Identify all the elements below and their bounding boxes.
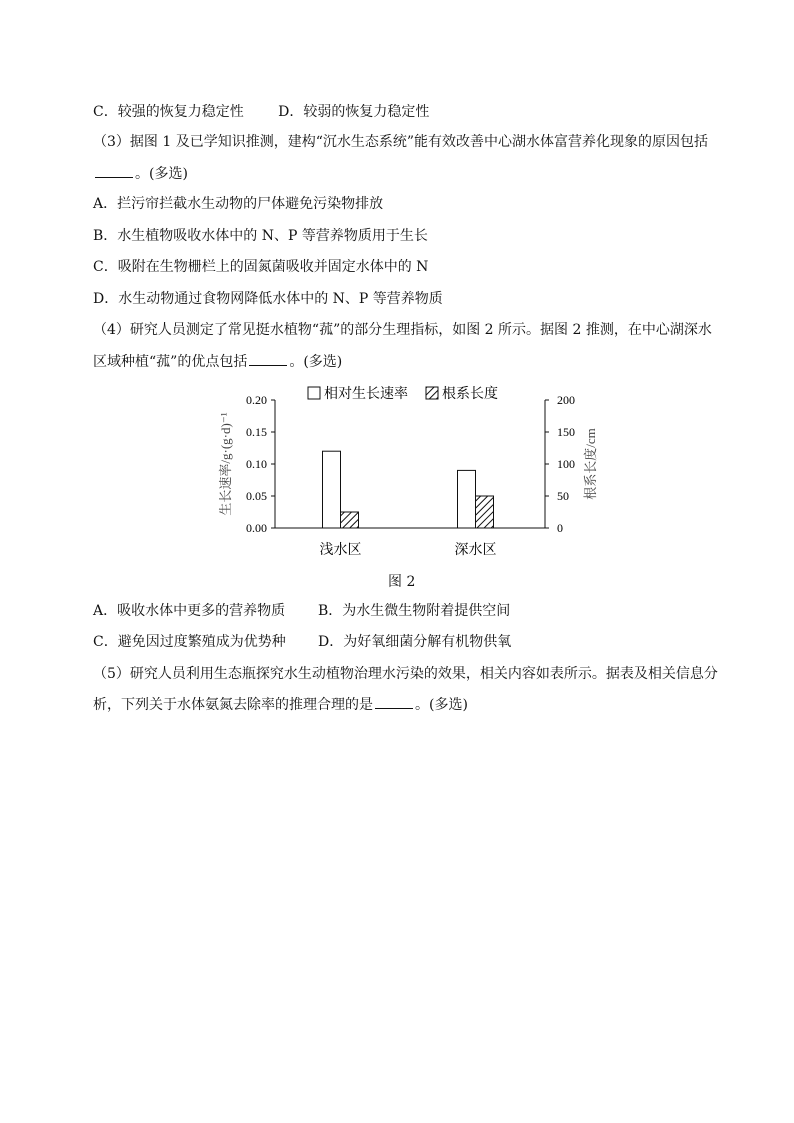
y2-tick-label: 200 <box>557 393 575 407</box>
q4-stem-prefix: 区域种植“菰”的优点包括 <box>93 354 248 370</box>
x-category-label: 深水区 <box>454 543 497 558</box>
q3-option-d: D．水生动物通过食物网降低水体中的 N、P 等营养物质 <box>93 291 443 307</box>
q4-stem-line-2 <box>93 351 342 372</box>
q4-option-c: C．避免因过度繁殖成为优势种 <box>93 634 286 650</box>
question-prev-options <box>93 102 429 122</box>
q3-stem-line-2 <box>93 163 188 184</box>
y-tick-label: 0.05 <box>246 489 267 503</box>
bar-chart <box>200 380 600 600</box>
figure-2-chart <box>200 380 600 600</box>
figure-caption: 图 2 <box>388 574 416 590</box>
q4-option-d: D．为好氧细菌分解有机物供氧 <box>318 634 512 650</box>
q4-stem-line-1: （4）研究人员测定了常见挺水植物“菰”的部分生理指标，如图 2 所示。据图 2 推测，在中心湖深水 <box>93 322 712 338</box>
x-category-label: 浅水区 <box>319 543 362 558</box>
y-tick-label: 0.15 <box>246 425 267 439</box>
q5-stem-line-2 <box>93 694 468 715</box>
q5-stem-prefix: 析，下列关于水体氨氮去除率的推理合理的是 <box>93 697 373 713</box>
bar-growth-rate <box>458 470 476 528</box>
q4-option-b: B．为水生微生物附着提供空间 <box>318 603 511 619</box>
legend-swatch <box>426 387 438 399</box>
y-axis-label: 生长速率/g·(g·d)⁻¹ <box>218 412 233 516</box>
q4-stem-suffix: 。(多选) <box>289 354 343 370</box>
y-tick-label: 0.00 <box>246 521 267 535</box>
q3-stem-suffix: 。(多选) <box>135 166 188 182</box>
option-c: C．较强的恢复力稳定性 <box>93 104 244 120</box>
q3-stem-line-1: （3）据图 1 及已学知识推测，建构“沉水生态系统”能有效改善中心湖水体富营养化现象的原因包括 <box>93 134 709 150</box>
q5-stem-suffix: 。(多选) <box>415 697 468 713</box>
y2-tick-label: 0 <box>557 521 563 535</box>
y2-tick-label: 100 <box>557 457 575 471</box>
bar-growth-rate <box>323 451 341 528</box>
q5-stem-line-1: （5）研究人员利用生态瓶探究水生动植物治理水污染的效果，相关内容如表所示。据表及相关信息分 <box>93 666 718 682</box>
y2-tick-label: 150 <box>557 425 575 439</box>
q3-option-c: C．吸附在生物栅栏上的固氮菌吸收并固定水体中的 N <box>93 259 429 275</box>
legend-label: 根系长度 <box>442 387 498 402</box>
legend-swatch <box>308 387 320 399</box>
y2-axis-label: 根系长度/cm <box>583 428 598 500</box>
q3-option-b: B．水生植物吸收水体中的 N、P 等营养物质用于生长 <box>93 228 428 244</box>
y-tick-label: 0.20 <box>246 393 267 407</box>
bar-root-length <box>341 512 359 528</box>
y2-tick-label: 50 <box>557 489 569 503</box>
option-d: D．较弱的恢复力稳定性 <box>278 104 430 120</box>
answer-blank[interactable] <box>249 351 287 366</box>
q3-option-a: A．拦污帘拦截水生动物的尸体避免污染物排放 <box>93 196 384 212</box>
legend-label: 相对生长速率 <box>324 387 408 402</box>
answer-blank[interactable] <box>375 694 413 709</box>
q4-option-a: A．吸收水体中更多的营养物质 <box>93 603 286 619</box>
bar-root-length <box>476 496 494 528</box>
y-tick-label: 0.10 <box>246 457 267 471</box>
answer-blank[interactable] <box>95 163 133 178</box>
